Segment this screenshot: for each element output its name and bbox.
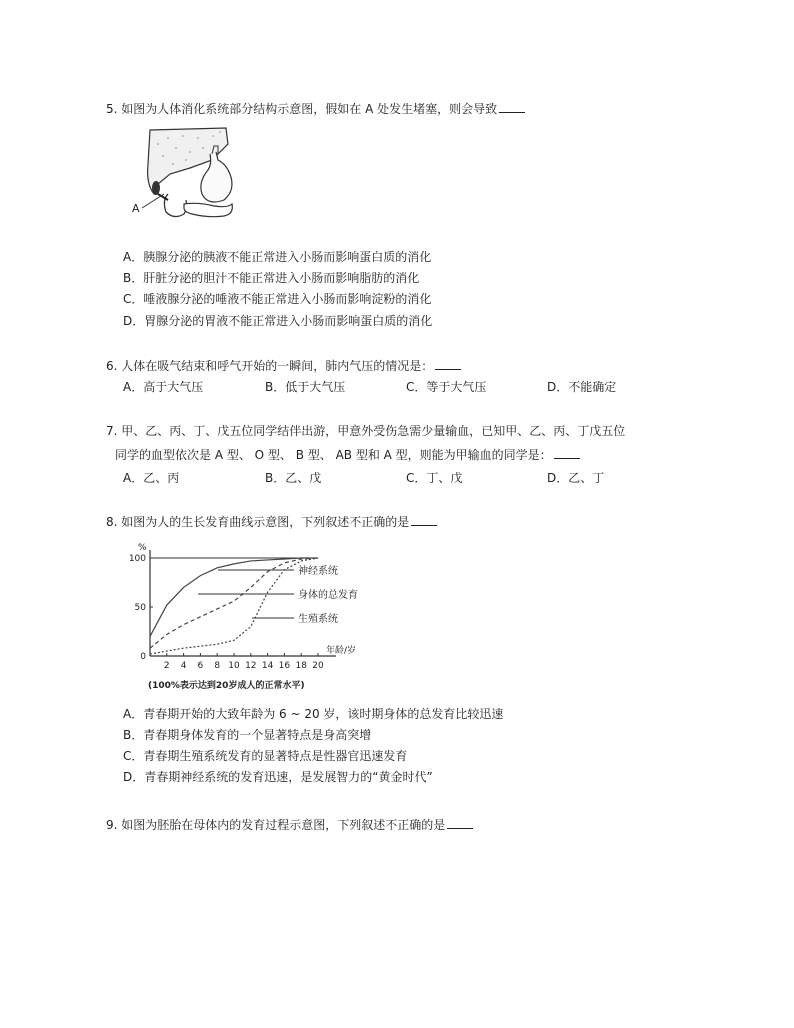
q6-option-c[interactable]: C．等于大气压 bbox=[406, 380, 487, 394]
x-axis-label: 年龄/岁 bbox=[326, 646, 357, 656]
q6-option-d[interactable]: D．不能确定 bbox=[547, 380, 617, 394]
x-tick-label: 20 bbox=[312, 661, 324, 671]
y-tick-label: 50 bbox=[134, 603, 146, 613]
q8-stem: 8. 如图为人的生长发育曲线示意图，下列叙述不正确的是 bbox=[106, 514, 437, 529]
chart-caption: (100%表示达到20岁成人的正常水平) bbox=[148, 681, 305, 691]
answer-blank bbox=[435, 358, 461, 370]
q7-option-a[interactable]: A．乙、丙 bbox=[123, 471, 180, 485]
q7-option-c[interactable]: C．丁、戊 bbox=[406, 471, 463, 485]
q7-stem-line1: 7. 甲、乙、丙、丁、戊五位同学结伴出游，甲意外受伤急需少量输血，已知甲、乙、丙、丁戊五位 bbox=[106, 424, 626, 438]
q6-option-a[interactable]: A．高于大气压 bbox=[123, 380, 204, 394]
q5-option-d[interactable]: D．胃腺分泌的胃液不能正常进入小肠而影响蛋白质的消化 bbox=[123, 314, 433, 328]
y-axis-label: % bbox=[138, 543, 147, 553]
q7-option-d[interactable]: D．乙、丁 bbox=[547, 471, 605, 485]
q5-option-c[interactable]: C．唾液腺分泌的唾液不能正常进入小肠而影响淀粉的消化 bbox=[123, 292, 432, 306]
series-label: 身体的总发育 bbox=[298, 590, 358, 601]
q8-option-b[interactable]: B．青春期身体发育的一个显著特点是身高突增 bbox=[123, 728, 372, 742]
q8-option-a[interactable]: A．青春期开始的大致年龄为 6 ~ 20 岁，该时期身体的总发育比较迅速 bbox=[123, 707, 504, 721]
series-line-2 bbox=[150, 558, 318, 648]
x-tick-label: 8 bbox=[214, 661, 221, 671]
q8-option-c[interactable]: C．青春期生殖系统发育的显著特点是性器官迅速发育 bbox=[123, 749, 408, 763]
figure-label-a: A bbox=[132, 202, 140, 215]
y-tick-label: 100 bbox=[128, 554, 146, 564]
q5-option-a[interactable]: A．胰腺分泌的胰液不能正常进入小肠而影响蛋白质的消化 bbox=[123, 250, 432, 264]
q5-option-b[interactable]: B．肝脏分泌的胆汁不能正常进入小肠而影响脂肪的消化 bbox=[123, 271, 420, 285]
series-line-3 bbox=[150, 558, 318, 654]
x-tick-label: 16 bbox=[278, 661, 291, 671]
series-label: 生殖系统 bbox=[298, 614, 338, 625]
x-tick-label: 10 bbox=[228, 661, 240, 671]
x-tick-label: 18 bbox=[295, 661, 307, 671]
q6-stem: 6. 人体在吸气结束和呼气开始的一瞬间，肺内气压的情况是： bbox=[106, 358, 461, 373]
x-tick-label: 12 bbox=[245, 661, 257, 671]
q7-stem-line2: 同学的血型依次是 A 型、 O 型、 B 型、 AB 型和 A 型，则能为甲输血的同学是： bbox=[115, 447, 580, 462]
answer-blank bbox=[554, 447, 580, 459]
q8-option-d[interactable]: D．青春期神经系统的发育迅速，是发展智力的“黄金时代” bbox=[123, 770, 433, 784]
y-tick-label: 0 bbox=[140, 652, 146, 662]
digestive-system-figure bbox=[128, 124, 240, 234]
answer-blank bbox=[499, 101, 525, 113]
x-tick-label: 4 bbox=[180, 661, 187, 671]
x-tick-label: 6 bbox=[197, 661, 204, 671]
q7-option-b[interactable]: B．乙、戊 bbox=[265, 471, 322, 485]
x-tick-label: 2 bbox=[163, 661, 170, 671]
answer-blank bbox=[411, 514, 437, 526]
growth-curve-chart bbox=[128, 538, 368, 696]
series-label: 神经系统 bbox=[298, 566, 338, 577]
q6-option-b[interactable]: B．低于大气压 bbox=[265, 380, 346, 394]
q9-stem: 9. 如图为胚胎在母体内的发育过程示意图，下列叙述不正确的是 bbox=[106, 817, 473, 832]
x-tick-label: 14 bbox=[261, 661, 274, 671]
answer-blank bbox=[447, 817, 473, 829]
q5-stem: 5. 如图为人体消化系统部分结构示意图，假如在 A 处发生堵塞，则会导致 bbox=[106, 101, 525, 116]
